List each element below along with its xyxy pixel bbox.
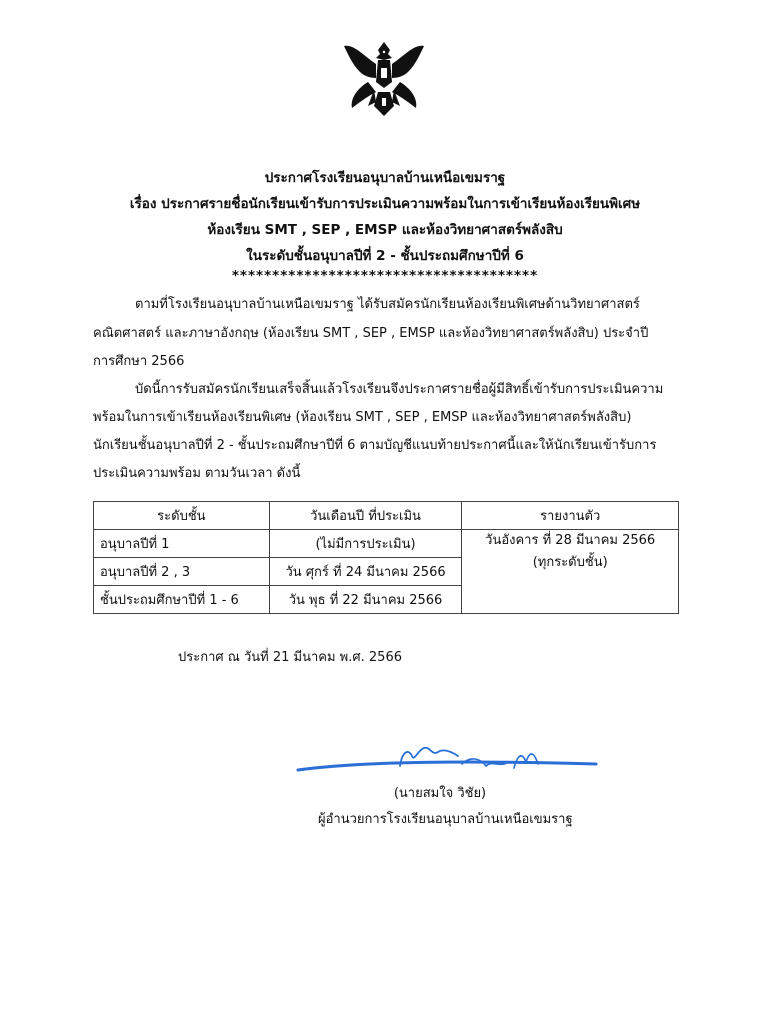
row-date: วัน ศุกร์ ที่ 24 มีนาคม 2566 <box>269 558 462 586</box>
paragraph2-line: พร้อมในการเข้าเรียนห้องเรียนพิเศษ (ห้องเรียน SMT , SEP , EMSP และห้องวิทยาศาสตร์พลังสิบ) <box>93 410 632 425</box>
row-level: อนุบาลปีที่ 1 <box>94 530 270 558</box>
announcement-rooms: ห้องเรียน SMT , SEP , EMSP และห้องวิทยาศาสตร์พลังสิบ <box>207 222 563 238</box>
paragraph2-line: ประเมินความพร้อม ตามวันเวลา ดังนี้ <box>93 466 301 481</box>
table-row <box>94 530 679 558</box>
signer-name: (นายสมใจ วิชัย) <box>393 786 487 801</box>
signer-position: ผู้อำนวยการโรงเรียนอนุบาลบ้านเหนือเขมราฐ <box>318 812 573 827</box>
star-separator: ************************************** <box>231 268 539 284</box>
announce-date: ประกาศ ณ วันที่ 21 มีนาคม พ.ศ. 2566 <box>178 650 402 665</box>
announcement-levels: ในระดับชั้นอนุบาลปีที่ 2 - ชั้นประถมศึกษาปีที่ 6 <box>246 248 524 264</box>
header-date: วันเดือนปี ที่ประเมิน <box>269 502 462 530</box>
report-cell <box>462 530 679 614</box>
row-level: อนุบาลปีที่ 2 , 3 <box>94 558 270 586</box>
announcement-subject: เรื่อง ประกาศรายชื่อนักเรียนเข้ารับการประเมินความพร้อมในการเข้าเรียนห้องเรียนพิเศษ <box>129 196 641 212</box>
report-note: (ทุกระดับชั้น) <box>532 555 608 570</box>
paragraph1-line: คณิตศาสตร์ และภาษาอังกฤษ (ห้องเรียน SMT , SEP , EMSP และห้องวิทยาศาสตร์พลังสิบ) ประจำปี <box>93 326 649 341</box>
report-date: วันอังคาร ที่ 28 มีนาคม 2566 <box>485 533 656 548</box>
table-header-row <box>94 502 679 530</box>
paragraph2-line: บัดนี้การรับสมัครนักเรียนเสร็จสิ้นแล้วโรงเรียนจึงประกาศรายชื่อผู้มีสิทธิ์เข้ารับการประเมินความ <box>135 382 664 397</box>
header-level: ระดับชั้น <box>94 502 270 530</box>
paragraph1-line: ตามที่โรงเรียนอนุบาลบ้านเหนือเขมราฐ ได้รับสมัครนักเรียนห้องเรียนพิเศษด้านวิทยาศาสตร์ <box>135 297 640 312</box>
paragraph1-line: การศึกษา 2566 <box>93 354 185 369</box>
header-report: รายงานตัว <box>462 502 679 530</box>
announcement-title: ประกาศโรงเรียนอนุบาลบ้านเหนือเขมราฐ <box>264 170 506 186</box>
row-level: ชั้นประถมศึกษาปีที่ 1 - 6 <box>94 586 270 614</box>
row-date: วัน พุธ ที่ 22 มีนาคม 2566 <box>269 586 462 614</box>
schedule-table <box>93 501 679 614</box>
signature <box>296 738 601 788</box>
garuda-emblem <box>338 38 430 120</box>
paragraph2-line: นักเรียนชั้นอนุบาลปีที่ 2 - ชั้นประถมศึกษาปีที่ 6 ตามบัญชีแนบท้ายประกาศนี้และให้นักเรียนเข้ารับการ <box>93 438 657 453</box>
row-date: (ไม่มีการประเมิน) <box>269 530 462 558</box>
